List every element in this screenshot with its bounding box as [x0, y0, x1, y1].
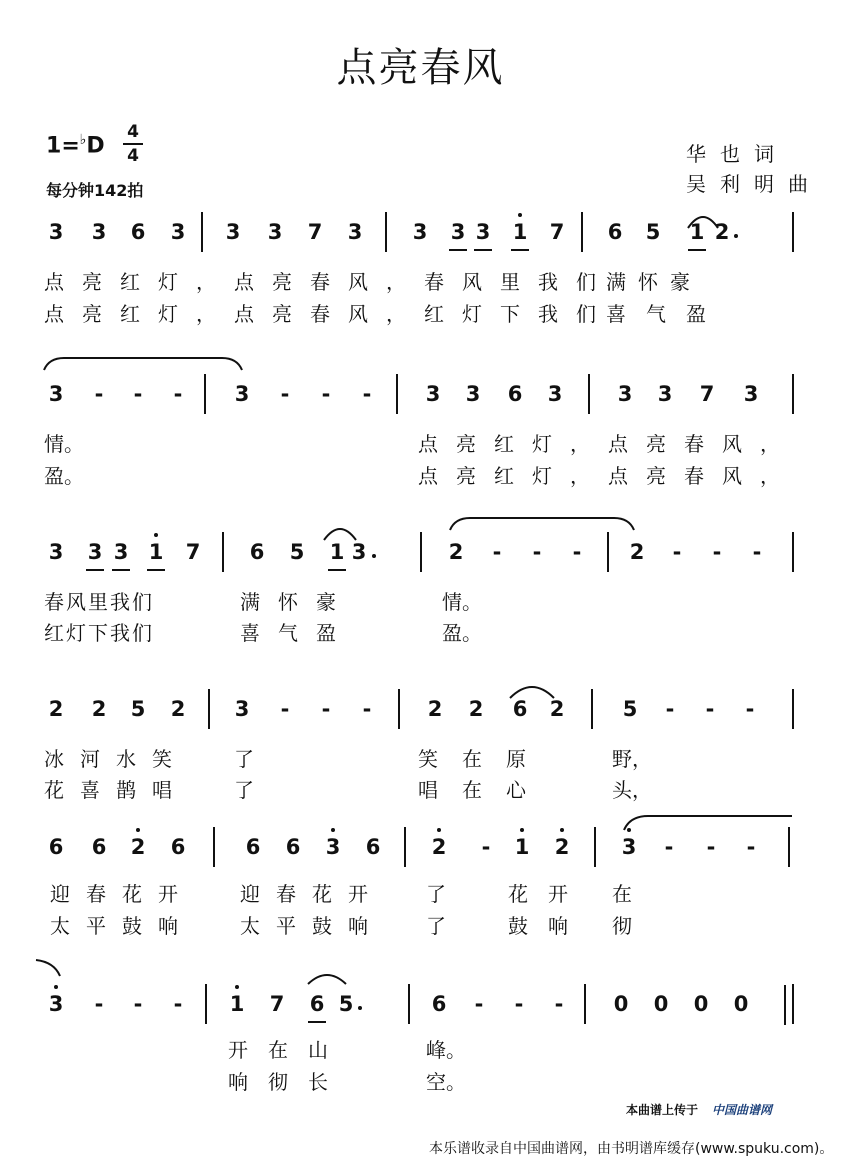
- octave-dot: [520, 828, 524, 832]
- dash-mark: -: [664, 835, 674, 859]
- barline: [584, 984, 586, 1024]
- augmentation-dot: [358, 1006, 362, 1010]
- note: 2: [549, 697, 565, 721]
- note: 0: [693, 992, 709, 1016]
- note: 5: [645, 220, 661, 244]
- note: 6: [249, 540, 265, 564]
- key-one: 1: [46, 133, 62, 159]
- lyric-line: 响彻长: [228, 1070, 348, 1094]
- note: 3: [325, 835, 341, 859]
- lyric-line: 情。: [44, 432, 84, 456]
- note: 1: [514, 835, 530, 859]
- slur-arc: [688, 212, 718, 230]
- lyric-line: 峰。: [426, 1038, 466, 1062]
- note: 3: [412, 220, 428, 244]
- note: 1: [148, 540, 164, 564]
- note: 7: [307, 220, 323, 244]
- note: 3: [48, 992, 64, 1016]
- barline: [792, 689, 794, 729]
- note: 2: [91, 697, 107, 721]
- dash-mark: -: [474, 992, 484, 1016]
- barline: [594, 827, 596, 867]
- lyric-line: 喜气盈: [240, 621, 354, 645]
- note: 3: [743, 382, 759, 406]
- dash-mark: -: [706, 835, 716, 859]
- octave-dot: [54, 985, 58, 989]
- lyric-line: 了: [234, 778, 254, 802]
- underline-beam: [328, 569, 346, 571]
- dash-mark: -: [173, 382, 183, 406]
- note: 3: [617, 382, 633, 406]
- song-title: 点亮春风: [336, 45, 505, 91]
- barline: [398, 689, 400, 729]
- barline: [588, 374, 590, 414]
- lyric-line: 唱在心: [418, 778, 550, 802]
- lyric-line: 红灯下我们: [44, 621, 154, 645]
- slur-arc: [44, 356, 242, 372]
- note: 7: [185, 540, 201, 564]
- lyric-line: 迎春花开: [50, 882, 194, 906]
- note: 3: [465, 382, 481, 406]
- note: 3: [87, 540, 103, 564]
- lyric-line: 喜气盈: [606, 302, 726, 326]
- lyric-line: 点亮红灯，点亮春风，春风里我们: [44, 270, 614, 294]
- barline: [404, 827, 406, 867]
- octave-dot: [437, 828, 441, 832]
- slur-arc: [624, 814, 792, 832]
- note: 6: [245, 835, 261, 859]
- note: 0: [733, 992, 749, 1016]
- note: 2: [130, 835, 146, 859]
- barline: [204, 374, 206, 414]
- underline-beam: [449, 249, 467, 251]
- dash-mark: -: [492, 540, 502, 564]
- note: 1: [689, 220, 705, 244]
- barline: [788, 827, 790, 867]
- dash-mark: -: [362, 382, 372, 406]
- augmentation-dot: [734, 234, 738, 238]
- underline-beam: [474, 249, 492, 251]
- slur-arc: [450, 516, 634, 532]
- augmentation-dot: [372, 554, 376, 558]
- lyric-line: 头，: [612, 778, 652, 802]
- barline: [213, 827, 215, 867]
- lyric-line: 冰河水笑: [44, 747, 188, 771]
- lyric-line: 满怀豪: [240, 590, 354, 614]
- dash-mark: -: [514, 992, 524, 1016]
- note: 2: [170, 697, 186, 721]
- note: 6: [607, 220, 623, 244]
- note: 6: [431, 992, 447, 1016]
- lyric-line: 盈。: [442, 621, 482, 645]
- dash-mark: -: [133, 382, 143, 406]
- source-note: 本乐谱收录自中国曲谱网，由书明谱库缓存(www.spuku.com)。: [429, 1141, 834, 1157]
- lyric-line: 了: [426, 882, 446, 906]
- note: 2: [448, 540, 464, 564]
- note: 5: [338, 992, 354, 1016]
- lyric-line: 太平鼓响: [50, 914, 194, 938]
- lyric-line: 满怀豪: [606, 270, 702, 294]
- barline: [792, 212, 794, 252]
- note: 6: [48, 835, 64, 859]
- lyric-line: 了: [234, 747, 254, 771]
- note: 1: [329, 540, 345, 564]
- slur-arc: [510, 682, 554, 700]
- underline-beam: [308, 1021, 326, 1023]
- lyric-line: 在: [612, 882, 632, 906]
- site-logo: 中国曲谱网: [712, 1103, 773, 1117]
- note: 2: [714, 220, 730, 244]
- lyric-line: 了: [426, 914, 446, 938]
- time-bottom: 4: [127, 146, 139, 166]
- note: 6: [285, 835, 301, 859]
- barline: [208, 689, 210, 729]
- note: 3: [170, 220, 186, 244]
- note: 3: [48, 220, 64, 244]
- note: 2: [48, 697, 64, 721]
- lyricist-credit: 华也词: [686, 142, 788, 166]
- lyric-line: 点亮红灯，点亮春风，红灯下我们: [44, 302, 614, 326]
- lyric-line: 笑在原: [418, 747, 550, 771]
- dash-mark: -: [712, 540, 722, 564]
- lyric-line: 迎春花开: [240, 882, 384, 906]
- note: 3: [267, 220, 283, 244]
- key-letter: D: [86, 133, 105, 159]
- lyric-line: 太平鼓响: [240, 914, 384, 938]
- lyric-line: 开在山: [228, 1038, 348, 1062]
- lyric-line: 点亮红灯，点亮春风，: [418, 432, 798, 456]
- barline: [607, 532, 609, 572]
- note: 6: [91, 835, 107, 859]
- dash-mark: -: [481, 835, 491, 859]
- barline: [408, 984, 410, 1024]
- note: 6: [365, 835, 381, 859]
- lyric-line: 春风里我们: [44, 590, 154, 614]
- composer-credit: 吴利明曲: [686, 172, 822, 196]
- note: 0: [613, 992, 629, 1016]
- key-signature: [46, 132, 105, 158]
- barline: [385, 212, 387, 252]
- dash-mark: -: [572, 540, 582, 564]
- note: 5: [130, 697, 146, 721]
- lyric-line: 空。: [426, 1070, 466, 1094]
- note: 3: [621, 835, 637, 859]
- dash-mark: -: [665, 697, 675, 721]
- note: 6: [170, 835, 186, 859]
- note: 3: [225, 220, 241, 244]
- note: 1: [229, 992, 245, 1016]
- note: 2: [629, 540, 645, 564]
- octave-dot: [235, 985, 239, 989]
- note: 3: [657, 382, 673, 406]
- lyric-line: 花喜鹊唱: [44, 778, 188, 802]
- key-equals: =: [61, 133, 80, 159]
- octave-dot: [154, 533, 158, 537]
- upload-note: 本曲谱上传于: [626, 1103, 699, 1117]
- note: 0: [653, 992, 669, 1016]
- dash-mark: -: [280, 382, 290, 406]
- octave-dot: [518, 213, 522, 217]
- lyric-line: 鼓响: [508, 914, 588, 938]
- note: 3: [91, 220, 107, 244]
- dash-mark: -: [745, 697, 755, 721]
- underline-beam: [112, 569, 130, 571]
- barline: [201, 212, 203, 252]
- note: 6: [309, 992, 325, 1016]
- lyric-line: 盈。: [44, 464, 84, 488]
- lyric-line: 情。: [442, 590, 482, 614]
- barline: [792, 984, 794, 1024]
- lyric-line: 点亮红灯，点亮春风，: [418, 464, 798, 488]
- barline: [581, 212, 583, 252]
- underline-beam: [147, 569, 165, 571]
- note: 2: [427, 697, 443, 721]
- dash-mark: -: [133, 992, 143, 1016]
- barline: [222, 532, 224, 572]
- dash-mark: -: [672, 540, 682, 564]
- lyric-line: 花开: [508, 882, 588, 906]
- barline: [396, 374, 398, 414]
- lyric-line: 野，: [612, 747, 652, 771]
- underline-beam: [688, 249, 706, 251]
- flat-icon: ♭: [79, 132, 87, 148]
- note: 2: [431, 835, 447, 859]
- barline: [792, 374, 794, 414]
- time-divider: [123, 143, 143, 145]
- final-barline: [784, 985, 786, 1025]
- dash-mark: -: [532, 540, 542, 564]
- note: 3: [113, 540, 129, 564]
- note: 6: [130, 220, 146, 244]
- dash-mark: -: [173, 992, 183, 1016]
- underline-beam: [86, 569, 104, 571]
- barline: [591, 689, 593, 729]
- lyric-line: 彻: [612, 914, 632, 938]
- dash-mark: -: [362, 697, 372, 721]
- note: 5: [622, 697, 638, 721]
- time-top: 4: [127, 122, 139, 142]
- note: 3: [450, 220, 466, 244]
- dash-mark: -: [746, 835, 756, 859]
- barline: [420, 532, 422, 572]
- note: 7: [549, 220, 565, 244]
- note: 3: [48, 540, 64, 564]
- note: 1: [512, 220, 528, 244]
- dash-mark: -: [280, 697, 290, 721]
- note: 3: [425, 382, 441, 406]
- barline: [792, 532, 794, 572]
- octave-dot: [136, 828, 140, 832]
- note: 7: [269, 992, 285, 1016]
- note: 2: [468, 697, 484, 721]
- slur-arc: [324, 524, 356, 542]
- note: 7: [699, 382, 715, 406]
- dash-mark: -: [554, 992, 564, 1016]
- octave-dot: [331, 828, 335, 832]
- note: 3: [234, 382, 250, 406]
- underline-beam: [511, 249, 529, 251]
- note: 5: [289, 540, 305, 564]
- note: 6: [507, 382, 523, 406]
- dash-mark: -: [752, 540, 762, 564]
- barline: [205, 984, 207, 1024]
- dash-mark: -: [321, 697, 331, 721]
- note: 3: [351, 540, 367, 564]
- time-signature: [123, 122, 143, 166]
- dash-mark: -: [94, 992, 104, 1016]
- dash-mark: -: [321, 382, 331, 406]
- note: 6: [512, 697, 528, 721]
- dash-mark: -: [705, 697, 715, 721]
- note: 3: [234, 697, 250, 721]
- note: 3: [475, 220, 491, 244]
- octave-dot: [560, 828, 564, 832]
- slur-arc: [308, 970, 346, 986]
- dash-mark: -: [94, 382, 104, 406]
- tempo-marking: 每分钟142拍: [46, 181, 144, 200]
- note: 3: [48, 382, 64, 406]
- slur-arc: [36, 960, 60, 978]
- note: 3: [347, 220, 363, 244]
- note: 2: [554, 835, 570, 859]
- note: 3: [547, 382, 563, 406]
